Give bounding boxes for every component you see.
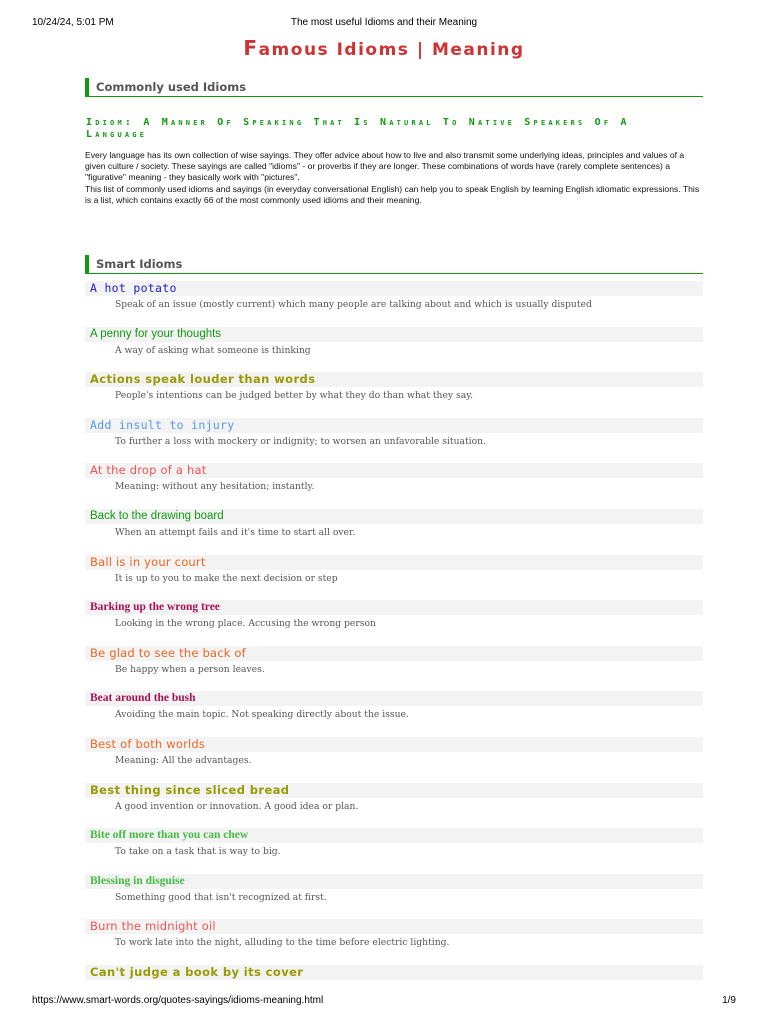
idiom-item [85,737,703,766]
print-footer [32,995,736,1009]
print-title: The most useful Idioms and their Meaning [290,17,478,28]
idiom-item [85,691,703,720]
print-url: https://www.smart-words.org/quotes-sayings/idioms-meaning.html [32,995,324,1006]
intro-paragraph-1: Every language has its own collection of wise sayings. They offer advice about how to live and also transmit some underlying ideas, principles and values of a given culture / society. These sayings are called "idioms" - or proverbs if they are longer. These combinations of words have (rarely complete sentences) a "figurative" meaning - they basically work with "pictures". [85,150,685,183]
idiom-term: Best thing since sliced bread [85,783,703,798]
idiom-meaning: People's intentions can be judged better by what they do than what they say. [115,390,474,402]
idiom-meaning: Looking in the wrong place. Accusing the wrong person [115,618,376,630]
idiom-term: A hot potato [85,281,703,296]
idiom-item [85,281,703,310]
idiom-term: Blessing in disguise [85,874,703,889]
idiom-term: Best of both worlds [85,737,703,752]
page-title [0,36,768,60]
idiom-term: Can't judge a book by its cover [85,965,703,980]
idiom-item [85,463,703,492]
idiom-term: A penny for your thoughts [85,327,703,342]
idiom-term: Back to the drawing board [85,509,703,524]
idiom-term: Be glad to see the back of [85,646,703,661]
page-title-rest: amous Idioms | Meaning [258,40,525,60]
idiom-meaning: To take on a task that is way to big. [115,846,281,858]
idiom-meaning: Be happy when a person leaves. [115,663,265,675]
section-heading-common [85,78,703,97]
idiom-term: Add insult to injury [85,418,703,433]
idiom-item [85,874,703,903]
idiom-term: Actions speak louder than words [85,372,703,387]
idiom-meaning: It is up to you to make the next decision or step [115,572,338,584]
page-title-initial: F [243,36,259,60]
idiom-meaning: A way of asking what someone is thinking [115,344,311,356]
intro-paragraph-2: This list of commonly used idioms and sayings (in everyday conversational English) can help you to speak English by learning English idiomatic expressions. This is a list, which contains exactly 66 of the most commonly used idioms and their meaning. [85,183,700,205]
idiom-meaning: Avoiding the main topic. Not speaking directly about the issue. [115,709,409,721]
idiom-item [85,828,703,857]
section-heading-common-label: Commonly used Idioms [96,80,247,94]
idiom-meaning: To work late into the night, alluding to the time before electric lighting. [115,937,450,949]
idiom-item [85,555,703,584]
idiom-term: At the drop of a hat [85,463,703,478]
print-date: 10/24/24, 5:01 PM [32,17,114,28]
idiom-meaning: When an attempt fails and it's time to start all over. [115,527,356,538]
idiom-meaning: Something good that isn't recognized at first. [115,891,327,903]
idiom-item [85,509,703,538]
idiom-item [85,783,703,812]
idiom-item [85,418,703,447]
idiom-term: Ball is in your court [85,555,703,570]
section-heading-smart-label: Smart Idioms [96,257,183,271]
idiom-meaning: Meaning: without any hesitation; instantly. [115,481,315,493]
idiom-definition-heading: Idiom: A Manner Of Speaking That Is Natural To Native Speakers Of A Language [86,117,630,140]
section-heading-smart [85,255,703,274]
idiom-meaning: To further a loss with mockery or indignity; to worsen an unfavorable situation. [115,435,486,447]
idiom-meaning: Speak of an issue (mostly current) which many people are talking about and which is usually disputed [115,299,592,310]
idiom-term: Bite off more than you can chew [85,828,703,843]
intro-text [85,150,705,206]
idiom-term: Barking up the wrong tree [85,600,703,615]
idiom-item [85,919,703,948]
idiom-item [85,600,703,629]
idiom-term: Beat around the bush [85,691,703,706]
idiom-item [85,965,703,980]
idiom-meaning: A good invention or innovation. A good idea or plan. [115,800,359,812]
idiom-meaning: Meaning: All the advantages. [115,755,252,766]
idiom-term: Burn the midnight oil [85,919,703,934]
idiom-item [85,327,703,356]
idiom-item [85,372,703,401]
print-page-number: 1/9 [722,995,736,1006]
idiom-item [85,646,703,675]
print-header [32,17,736,31]
